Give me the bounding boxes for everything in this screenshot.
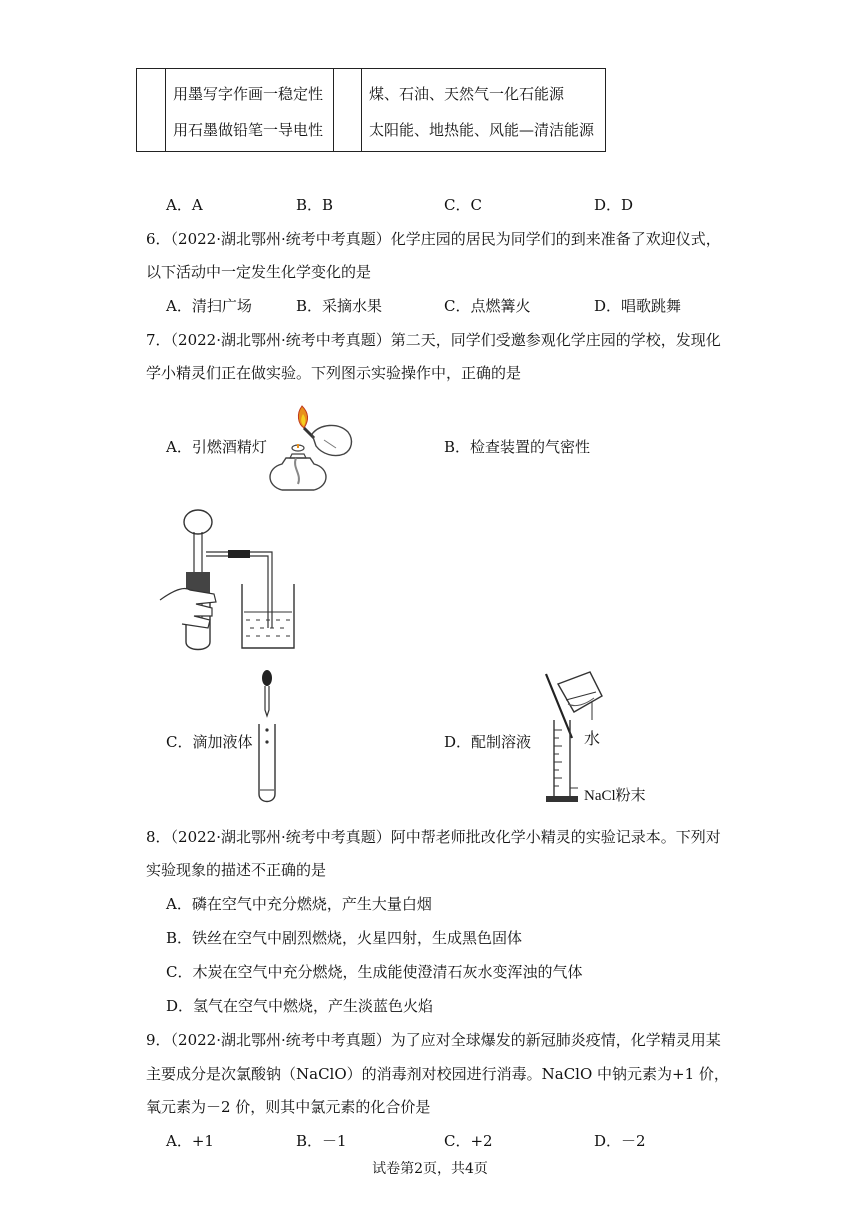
- option-c: C．C: [444, 196, 482, 214]
- question-6-text: 6．（2022·湖北鄂州·统考中考真题）化学庄园的居民为同学们的到来准备了欢迎仪式，: [146, 230, 721, 248]
- option-b: B．B: [296, 196, 334, 214]
- dropper-figure: [250, 668, 286, 808]
- option-c: C．点燃篝火: [444, 297, 531, 315]
- question-7-text: 7．（2022·湖北鄂州·统考中考真题）第二天，同学们受邀参观化学庄园的学校，发现化: [146, 331, 721, 349]
- option-c: C．木炭在空气中充分燃烧，生成能使澄清石灰水变浑浊的气体: [166, 963, 583, 981]
- option-c: C．滴加液体: [166, 733, 253, 751]
- page-footer: 试卷第2页，共4页: [372, 1161, 488, 1177]
- table-cell: 煤、石油、天然气一化石能源: [369, 85, 565, 103]
- water-label: 水: [584, 729, 601, 748]
- question-6-text: 以下活动中一定发生化学变化的是: [146, 263, 372, 281]
- option-b: B．铁丝在空气中剧烈燃烧，火星四射，生成黑色固体: [166, 929, 523, 947]
- option-a: A．A: [166, 196, 203, 214]
- nacl-powder-label: NaCl粉末: [584, 788, 646, 804]
- alcohol-lamp-figure: [268, 398, 358, 494]
- question-8-text: 8．（2022·湖北鄂州·统考中考真题）阿中帮老师批改化学小精灵的实验记录本。下列对: [146, 828, 721, 846]
- table-divider: [165, 69, 166, 151]
- question-9-text: 主要成分是次氯酸钠（NaClO）的消毒剂对校园进行消毒。NaClO 中钠元素为+1 价，: [146, 1065, 729, 1083]
- question-9-text: 氧元素为－2 价，则其中氯元素的化合价是: [146, 1098, 431, 1116]
- table-cell: 用石墨做铅笔一导电性: [173, 121, 324, 139]
- option-d: D．氢气在空气中燃烧，产生淡蓝色火焰: [166, 997, 434, 1015]
- option-a: A．磷在空气中充分燃烧，产生大量白烟: [166, 895, 432, 913]
- option-a: A．清扫广场: [166, 297, 252, 315]
- table-cell: 用墨写字作画一稳定性: [173, 85, 324, 103]
- option-d: D．配制溶液: [444, 733, 532, 751]
- answer-table: [136, 68, 606, 152]
- option-a: A．+1: [166, 1132, 214, 1150]
- option-d: D．－2: [594, 1132, 646, 1150]
- question-7-text: 学小精灵们正在做实验。下列图示实验操作中，正确的是: [146, 364, 522, 382]
- airtightness-check-figure: [160, 508, 300, 656]
- option-a: A．引燃酒精灯: [166, 438, 267, 456]
- option-b: B．检查装置的气密性: [444, 438, 591, 456]
- table-divider: [333, 69, 334, 151]
- question-8-text: 实验现象的描述不正确的是: [146, 861, 327, 879]
- option-c: C．+2: [444, 1132, 493, 1150]
- option-d: D．唱歌跳舞: [594, 297, 682, 315]
- option-b: B．采摘水果: [296, 297, 383, 315]
- option-d: D．D: [594, 196, 634, 214]
- table-cell: 太阳能、地热能、风能—清洁能源: [369, 121, 595, 139]
- table-divider: [361, 69, 362, 151]
- option-b: B．－1: [296, 1132, 347, 1150]
- question-9-text: 9．（2022·湖北鄂州·统考中考真题）为了应对全球爆发的新冠肺炎疫情，化学精灵用某: [146, 1031, 721, 1049]
